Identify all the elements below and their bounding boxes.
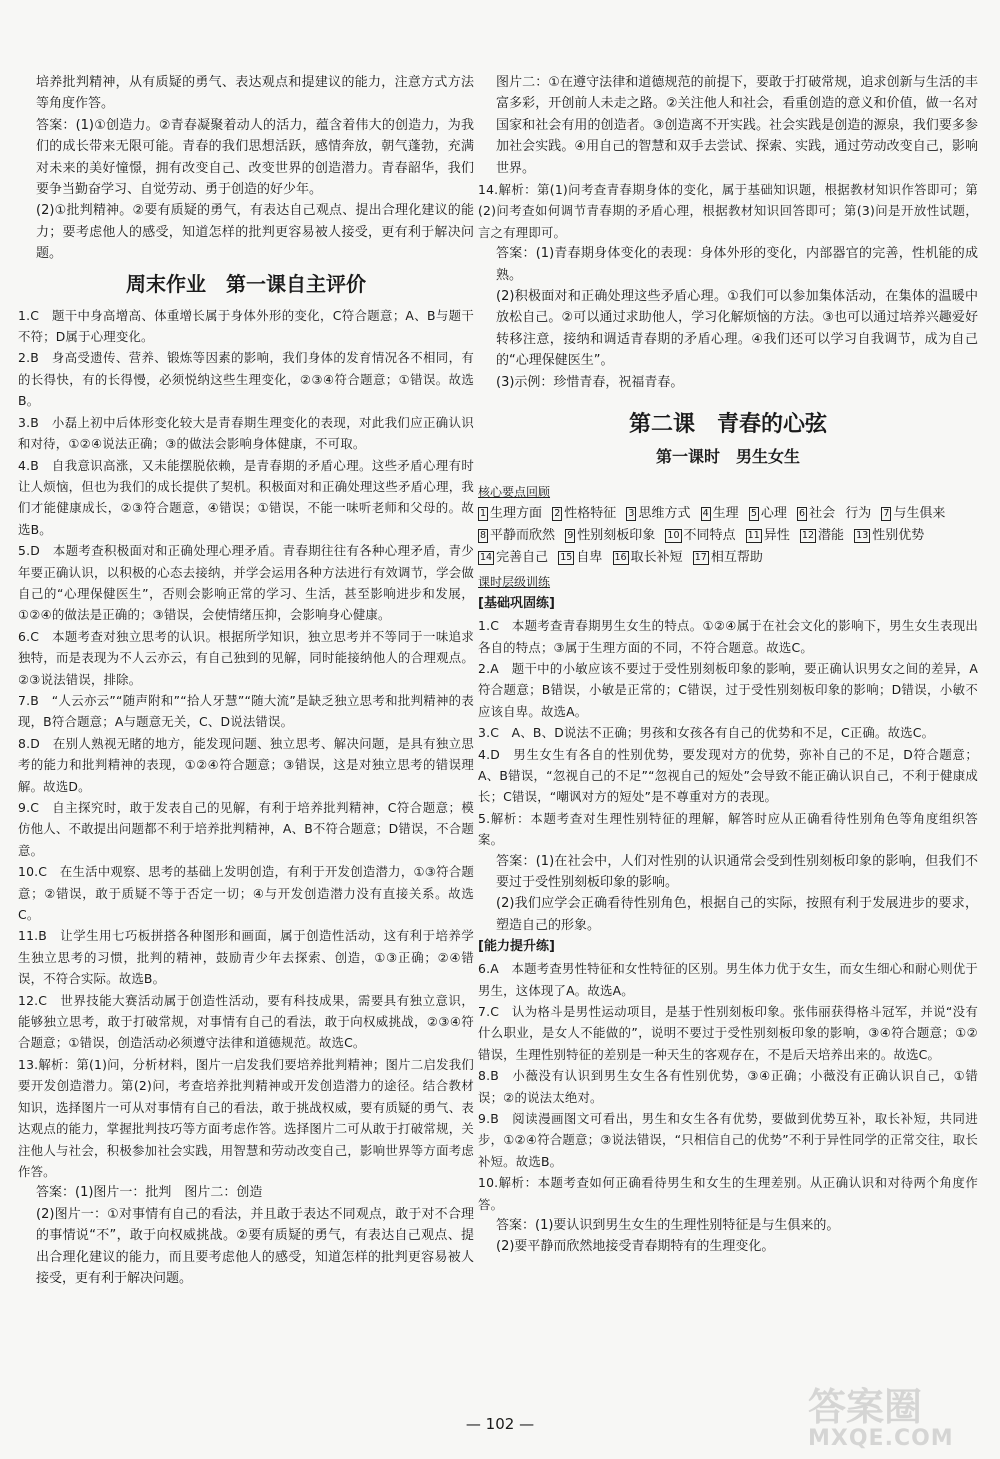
keypoint-item bbox=[558, 550, 602, 565]
right-column bbox=[478, 72, 978, 1258]
keypoint-number: 2 bbox=[554, 508, 561, 520]
keypoint-item bbox=[701, 506, 739, 521]
keypoint-text: 性别优势 bbox=[872, 528, 925, 544]
page-number: — 102 — bbox=[465, 1415, 535, 1433]
keypoint-number: 7 bbox=[883, 508, 890, 520]
keypoint-number: 17 bbox=[694, 552, 707, 564]
answer-paragraph: 答案：(1)青春期身体变化的表现：身体外形的变化，内部器官的完善，性机能的成熟。 bbox=[496, 246, 978, 283]
answer-paragraph: (2)图片一：①对事情有自己的看法，并且敢于表达不同观点，敢于对不合理的事情说“不”，敢于向权威挑战。②要有质疑的勇气，有表达自己观点、提出合理化建议的能力，而且要考虑他人的感受，知道怎样的批判更容易被人接受，更有利于解决问题。 bbox=[36, 1206, 474, 1286]
intro-paragraph: 图片二：①在遵守法律和道德规范的前提下，要敢于打破常规，追求创新与生活的丰富多彩，开创前人未走之路。②关注他人和社会，看重创造的意义和价值，做一名对国家和社会有用的创造者。③创造离不开实践。社会实践是创造的源泉，我们要多参加社会实践。④用自己的智慧和双手去尝试、探索、实践，通过劳动改变自己，影响世界。 bbox=[496, 75, 978, 176]
keypoint-item bbox=[854, 528, 924, 543]
keypoint-number: 14 bbox=[480, 552, 493, 564]
keypoint-text: 自卑 bbox=[576, 550, 603, 566]
answer-paragraph: (2)我们应学会正确看待性别角色，根据自己的实际，按照有利于发展进步的要求，塑造自己的形象。 bbox=[496, 896, 978, 933]
keypoint-item bbox=[797, 506, 835, 521]
keypoint-text: 行为 bbox=[845, 506, 872, 522]
keypoint-number: 6 bbox=[799, 508, 806, 520]
lesson-subtitle: 第一课时 男生女生 bbox=[655, 447, 800, 467]
core-points-label: 核心要点回顾 bbox=[478, 485, 551, 500]
keypoint-number: 4 bbox=[702, 508, 709, 520]
keypoint-text: 性格特征 bbox=[564, 506, 617, 522]
answer-item: 6.C 本题考查对独立思考的认识。根据所学知识，独立思考并不等同于一味追求独特，而是表现为不人云亦云，有自己独到的见解，同时能接纳他人的合理观点。②③说法错误，排除。 bbox=[18, 628, 474, 687]
answer-item: 5.D 本题考查积极面对和正确处理心理矛盾。青春期往往有各种心理矛盾，青少年要正确认识，以积极的心态去接纳，并学会运用各种方法进行有效调节，学会做自己的“心理保健医生”，否则会影响正常的学习、生活，甚至影响进步和发展，①②④的做法是正确的；③错误，会使情绪压抑，会影响身心健康。 bbox=[18, 543, 474, 623]
answer-item: 13.解析：第(1)问，分析材料，图片一启发我们要培养批判精神；图片二启发我们要开发创造潜力。第(2)问，考查培养批判精神或开发创造潜力的途径。结合教材知识，选择图片一可从对事情有自己的看法，敢于挑战权威，要有质疑的勇气、表达观点的能力，掌握批判技巧等方面考虑作答。选择图片二可从敢于打破常规，关注他人与社会，积极参加社会实践，用智慧和劳动改变自己，影响世界等方面考虑作答。 bbox=[18, 1056, 474, 1179]
keypoint-text: 潜能 bbox=[818, 528, 845, 544]
answer-item: 4.D 男生女生有各自的性别优势，要发现对方的优势，弥补自己的不足，D符合题意；A、B错误，“忽视自己的不足”“忽视自己的短处”会导致不能正确认识自己，不利于健康成长；C错误，“嘲讽对方的短处”是不尊重对方的表现。 bbox=[478, 746, 978, 805]
answer-item: 7.C 认为格斗是男性运动项目，是基于性别刻板印象。张伟丽获得格斗冠军，并说“没有什么职业，是女人不能做的”，说明不要过于受性别刻板印象的影响，③④符合题意；①②错误，生理性别特征的差别是一种天生的客观存在，不是后天培养出来的。故选C。 bbox=[478, 1004, 978, 1062]
keypoint-text: 平静而欣然 bbox=[490, 528, 556, 544]
answer-item: 1.C 本题考查青春期男生女生的特点。①②④属于在社会文化的影响下，男生女生表现出各自的特点；③属于生理方面的不同，不符合题意。故选C。 bbox=[478, 618, 978, 655]
keypoint-item bbox=[746, 528, 790, 543]
answer-item: 6.A 本题考查男性特征和女性特征的区别。男生体力优于女生，而女生细心和耐心则优于男生，这体现了A。故选A。 bbox=[478, 961, 978, 998]
answer-item: 9.C 自主探究时，敢于发表自己的见解，有利于培养批判精神，C符合题意；模仿他人、不敢提出问题都不利于培养批判精神，A、B不符合题意；D错误，不合题意。 bbox=[18, 800, 474, 858]
keypoint-item bbox=[749, 506, 787, 521]
left-column bbox=[18, 72, 474, 1289]
watermark-text: 答案圈 bbox=[808, 1385, 923, 1429]
training-label: 课时层级训练 bbox=[478, 575, 551, 590]
answer-item: 3.B 小磊上初中后体形变化较大是青春期生理变化的表现，对此我们应正确认识和对待，①②④说法正确；③的做法会影响身体健康，不可取。 bbox=[18, 414, 474, 452]
keypoint-text: 完善自己 bbox=[496, 550, 549, 566]
answer-item: 14.解析：第(1)问考查青春期身体的变化，属于基础知识题，根据教材知识作答即可；第(2)问考查如何调节青春期的矛盾心理，根据教材知识回答即可；第(3)问是开放性试题，言之有理即可。 bbox=[478, 182, 978, 240]
keypoint-item bbox=[478, 528, 555, 543]
answer-paragraph: 答案：(1)①创造力。②青春凝聚着动人的活力，蕴含着伟大的创造力，为我们的成长带来无限可能。青春的我们思想活跃，感情奔放，朝气蓬勃，充满对未来的美好憧憬，拥有改变自己、改变世界的创造潜力。青春韶华，我们要争当勤奋学习、自觉劳动、勇于创造的好少年。 bbox=[36, 117, 474, 198]
keypoint-number: 10 bbox=[667, 530, 680, 542]
keypoint-number: 15 bbox=[560, 552, 573, 564]
basic-practice-label: [基础巩固练] bbox=[478, 596, 555, 612]
answer-item: 2.B 身高受遗传、营养、锻炼等因素的影响，我们身体的发育情况各不相同，有的长得快，有的长得慢，必须悦纳这些生理变化，②③④符合题意；①错误。故选B。 bbox=[18, 350, 474, 409]
answer-item: 1.C 题干中身高增高、体重增长属于身体外形的变化，C符合题意；A、B与题干不符；D属于心理变化。 bbox=[18, 307, 474, 345]
answer-paragraph: (3)示例：珍惜青春，祝福青春。 bbox=[496, 374, 684, 390]
keypoint-number: 1 bbox=[480, 508, 487, 520]
keypoint-text: 心理 bbox=[760, 506, 787, 522]
keypoint-text: 不同特点 bbox=[683, 528, 736, 544]
keypoint-text: 生理方面 bbox=[490, 506, 543, 522]
answer-paragraph: 答案：(1)图片一：批判 图片二：创造 bbox=[36, 1185, 263, 1201]
keypoint-item bbox=[693, 550, 763, 565]
answer-item: 5.解析：本题考查对生理性别特征的理解，解答时应从正确看待性别角色等角度组织答案。 bbox=[478, 810, 978, 848]
answer-paragraph: (2)①批判精神。②要有质疑的勇气，有表达自己观点、提出合理化建议的能力；要考虑他人的感受，知道怎样的批判更容易被人接受，更有利于解决问题。 bbox=[36, 203, 474, 262]
watermark-url: MXQE.COM bbox=[808, 1426, 954, 1451]
keypoints-list bbox=[478, 503, 978, 569]
intro-paragraph: 培养批判精神，从有质疑的勇气、表达观点和提建议的能力，注意方式方法等角度作答。 bbox=[36, 75, 474, 112]
keypoint-number: 8 bbox=[480, 530, 487, 542]
answer-item: 7.B “人云亦云”“随声附和”“拾人牙慧”“随大流”是缺乏独立思考和批判精神的表现，B符合题意；A与题意无关，C、D说法错误。 bbox=[18, 692, 474, 730]
keypoint-item bbox=[552, 506, 616, 521]
answer-item: 4.B 自我意识高涨，又未能摆脱依赖，是青春期的矛盾心理。这些矛盾心理有时让人烦恼，但也为我们的成长提供了契机。积极面对和正确处理这些矛盾心理，我们才能健康成长，②③符合题意，④错误；①错误，不能一味听老师和父母的。故选B。 bbox=[18, 457, 474, 537]
keypoint-text: 异性 bbox=[763, 528, 790, 544]
answer-paragraph: (2)要平静而欣然地接受青春期特有的生理变化。 bbox=[496, 1239, 775, 1255]
answer-item: 12.C 世界技能大赛活动属于创造性活动，要有科技成果，需要具有独立意识，能够独立思考，敢于打破常规，对事情有自己的看法，敢于向权威挑战，②③④符合题意；①错误，创造活动必须遵守法律和道德规范。故选C。 bbox=[18, 992, 474, 1051]
keypoint-number: 11 bbox=[747, 530, 760, 542]
answer-item: 10.C 在生活中观察、思考的基础上发明创造，有利于开发创造潜力，①③符合题意；②错误，敢于质疑不等于否定一切；④与开发创造潜力没有直接关系。故选C。 bbox=[18, 864, 474, 923]
answer-item: 9.B 阅读漫画图文可看出，男生和女生各有优势，要做到优势互补，取长补短，共同进步，①②④符合题意；③说法错误，“只相信自己的优势”不利于异性同学的正常交往，取长补短。故选B。 bbox=[478, 1111, 978, 1169]
section-heading: 周末作业 第一课自主评价 bbox=[126, 271, 366, 296]
keypoint-text: 社会 bbox=[809, 506, 836, 522]
keypoint-text: 生理 bbox=[712, 506, 739, 522]
keypoint-number: 3 bbox=[628, 508, 635, 520]
answer-item: 11.B 让学生用七巧板拼搭各种图形和画面，属于创造性活动，这有利于培养学生独立思考的习惯，批判的精神，鼓励青少年去探索、创造，①③正确；②④错误，不符合实际。故选B。 bbox=[18, 928, 474, 987]
keypoint-text: 取长补短 bbox=[630, 550, 683, 566]
answer-item: 8.D 在别人熟视无睹的地方，能发现问题、独立思考、解决问题，是具有独立思考的能力和批判精神的表现，①②④符合题意；③错误，这是对独立思考的错误理解。故选D。 bbox=[18, 735, 474, 794]
keypoint-number: 9 bbox=[567, 530, 574, 542]
keypoint-text: 相互帮助 bbox=[710, 550, 763, 566]
keypoint-item bbox=[845, 506, 871, 521]
keypoint-item bbox=[478, 550, 548, 565]
answer-item: 2.A 题干中的小敏应该不要过于受性别刻板印象的影响，要正确认识男女之间的差异，A符合题意；B错误，小敏是正常的；C错误，过于受性别刻板印象的影响；D错误，小敏不应该自卑。故选A。 bbox=[478, 660, 978, 719]
lesson-title: 第二课 青春的心弦 bbox=[628, 411, 827, 438]
keypoint-number: 5 bbox=[750, 508, 757, 520]
answer-item: 10.解析：本题考查如何正确看待男生和女生的生理差别。从正确认识和对待两个角度作答。 bbox=[478, 1175, 978, 1212]
keypoint-text: 思维方式 bbox=[638, 506, 691, 522]
answer-paragraph: 答案：(1)在社会中，人们对性别的认识通常会受到性别刻板印象的影响，但我们不要过于受性别刻板印象的影响。 bbox=[496, 853, 978, 890]
keypoint-item bbox=[881, 506, 945, 521]
keypoint-text: 性别刻板印象 bbox=[577, 528, 656, 544]
keypoint-item bbox=[565, 528, 655, 543]
keypoint-item bbox=[613, 550, 683, 565]
answer-paragraph: (2)积极面对和正确处理这些矛盾心理。①我们可以参加集体活动，在集体的温暖中放松自己。②可以通过求助他人，学习化解烦恼的方法。③也可以通过培养兴趣爱好转移注意，接纳和调适青春期的矛盾心理。④我们还可以学习自我调节，成为自己的“心理保健医生”。 bbox=[496, 289, 978, 369]
answer-item: 8.B 小薇没有认识到男生女生各有性别优势，③④正确；小薇没有正确认识自己，①错误；②的说法太绝对。 bbox=[478, 1068, 978, 1105]
keypoint-item bbox=[665, 528, 735, 543]
watermark-logo bbox=[808, 1386, 988, 1454]
keypoint-text: 与生俱来 bbox=[893, 506, 946, 522]
keypoint-item bbox=[478, 506, 542, 521]
keypoint-item bbox=[626, 506, 690, 521]
ability-practice-label: [能力提升练] bbox=[478, 939, 555, 955]
keypoint-number: 12 bbox=[801, 530, 814, 542]
keypoint-number: 13 bbox=[856, 530, 869, 542]
answer-item: 3.C A、B、D说法不正确；男孩和女孩各有自己的优势和不足，C正确。故选C。 bbox=[478, 725, 935, 741]
answer-paragraph: 答案：(1)要认识到男生女生的生理性别特征是与生俱来的。 bbox=[496, 1218, 840, 1234]
keypoint-number: 16 bbox=[614, 552, 627, 564]
keypoint-item bbox=[800, 528, 844, 543]
